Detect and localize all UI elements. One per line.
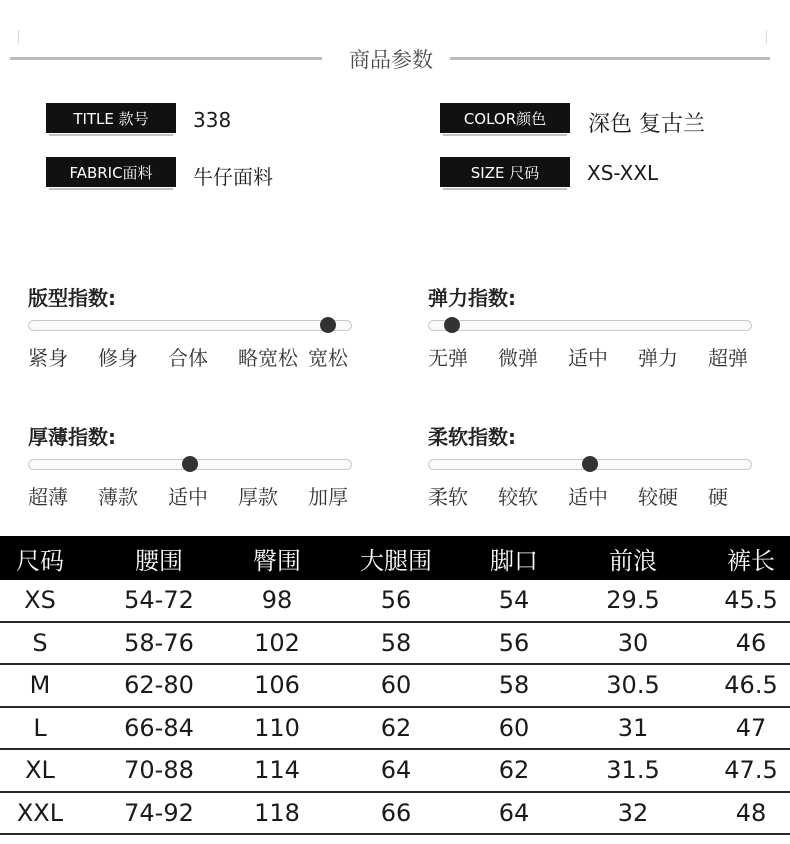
index-scale-label: 适中 [568, 346, 608, 370]
index-scale-label: 超弹 [708, 346, 748, 370]
size-table-cell: 32 [617, 798, 649, 827]
size-table-cell: XL [25, 756, 55, 785]
size-table-cell: 58-76 [124, 628, 194, 657]
index-scale-label: 合体 [168, 346, 208, 370]
table-row [0, 580, 790, 623]
index-title: 弹力指数: [428, 286, 516, 310]
size-table-cell: 106 [254, 671, 300, 700]
size-table-cell: 60 [380, 671, 412, 700]
size-table-cell: 56 [498, 628, 530, 657]
index-slider-track [428, 320, 752, 331]
size-table-cell: 62 [498, 756, 530, 785]
size-table-header [0, 536, 790, 580]
size-table-cell: 45.5 [724, 586, 778, 615]
size-table-cell: 46.5 [724, 671, 778, 700]
index-title: 厚薄指数: [28, 425, 116, 449]
header-divider-right [450, 57, 770, 60]
size-table-cell: 60 [498, 713, 530, 742]
index-scale-label: 紧身 [28, 346, 68, 370]
size-table-cell: 54 [498, 586, 530, 615]
size-table-cell: 62 [380, 713, 412, 742]
param-tag-title: TITLE 款号 [46, 103, 176, 133]
size-table-cell: 48 [735, 798, 767, 827]
index-scale-label: 较硬 [638, 485, 678, 509]
index-scale-label: 无弹 [428, 346, 468, 370]
size-table-cell: 56 [380, 586, 412, 615]
index-scale-label: 弹力 [638, 346, 678, 370]
index-slider-knob [582, 456, 598, 472]
index-scale-label: 宽松 [308, 346, 348, 370]
size-table-cell: 66-84 [124, 713, 194, 742]
table-row [0, 793, 790, 836]
size-table-cell: 114 [254, 756, 300, 785]
size-table-cell: 118 [254, 798, 300, 827]
size-table-cell: XS [24, 586, 56, 615]
size-table-cell: 62-80 [124, 671, 194, 700]
param-tag-color: COLOR颜色 [440, 103, 570, 133]
size-table-cell: 58 [498, 671, 530, 700]
param-value-color: 深色 复古兰 [588, 112, 705, 137]
index-slider-knob [182, 456, 198, 472]
size-table-header-cell: 腰围 [135, 546, 183, 575]
index-scale-label: 柔软 [428, 485, 468, 509]
header-tick-left [18, 30, 19, 44]
size-table-cell: 66 [380, 798, 412, 827]
index-scale-label: 适中 [568, 485, 608, 509]
size-table-cell: L [33, 713, 47, 742]
index-title: 柔软指数: [428, 425, 516, 449]
size-table-cell: 47.5 [724, 756, 778, 785]
index-slider-track [428, 459, 752, 470]
table-row [0, 623, 790, 666]
table-row [0, 750, 790, 793]
size-table-header-cell: 裤长 [727, 546, 775, 575]
size-table-cell: 102 [254, 628, 300, 657]
size-table-cell: 98 [261, 586, 293, 615]
index-slider-knob [320, 317, 336, 333]
header-divider-left [10, 57, 322, 60]
param-value-title: 338 [193, 108, 232, 132]
index-slider-track [28, 459, 352, 470]
index-scale-label: 硬 [708, 485, 728, 509]
index-scale-label: 较软 [498, 485, 538, 509]
size-table-cell: 29.5 [606, 586, 660, 615]
index-title: 版型指数: [28, 286, 116, 310]
section-title: 商品参数 [349, 48, 433, 72]
index-scale-label: 修身 [98, 346, 138, 370]
size-table-cell: 74-92 [124, 798, 194, 827]
size-table-cell: 110 [254, 713, 300, 742]
index-slider-knob [444, 317, 460, 333]
size-table-cell: 46 [735, 628, 767, 657]
size-table-header-cell: 大腿围 [360, 546, 432, 575]
size-table-header-cell: 脚口 [490, 546, 538, 575]
index-scale-label: 薄款 [98, 485, 138, 509]
size-table-cell: 30.5 [606, 671, 660, 700]
param-tag-fabric: FABRIC面料 [46, 157, 176, 187]
size-table-cell: 31.5 [606, 756, 660, 785]
index-scale-label: 适中 [168, 485, 208, 509]
size-table [0, 536, 790, 835]
param-value-size: XS-XXL [587, 161, 659, 185]
param-value-fabric: 牛仔面料 [193, 165, 273, 189]
size-table-cell: XXL [16, 798, 64, 827]
size-table-cell: 64 [380, 756, 412, 785]
param-tag-size: SIZE 尺码 [440, 157, 570, 187]
index-slider-track [28, 320, 352, 331]
size-table-header-cell: 前浪 [609, 546, 657, 575]
size-table-cell: S [32, 628, 48, 657]
header-tick-right [766, 30, 767, 44]
size-table-cell: 70-88 [124, 756, 194, 785]
size-table-cell: 64 [498, 798, 530, 827]
index-scale-label: 超薄 [28, 485, 68, 509]
index-scale-label: 略宽松 [238, 346, 298, 370]
size-table-cell: 31 [617, 713, 649, 742]
size-table-header-cell: 尺码 [16, 546, 64, 575]
size-table-cell: 54-72 [124, 586, 194, 615]
table-row [0, 665, 790, 708]
table-row [0, 708, 790, 751]
index-scale-label: 微弹 [498, 346, 538, 370]
size-table-cell: 58 [380, 628, 412, 657]
index-scale-label: 加厚 [308, 485, 348, 509]
size-table-cell: M [29, 671, 51, 700]
size-table-header-cell: 臀围 [253, 546, 301, 575]
size-table-cell: 30 [617, 628, 649, 657]
index-scale-label: 厚款 [238, 485, 278, 509]
size-table-cell: 47 [735, 713, 767, 742]
